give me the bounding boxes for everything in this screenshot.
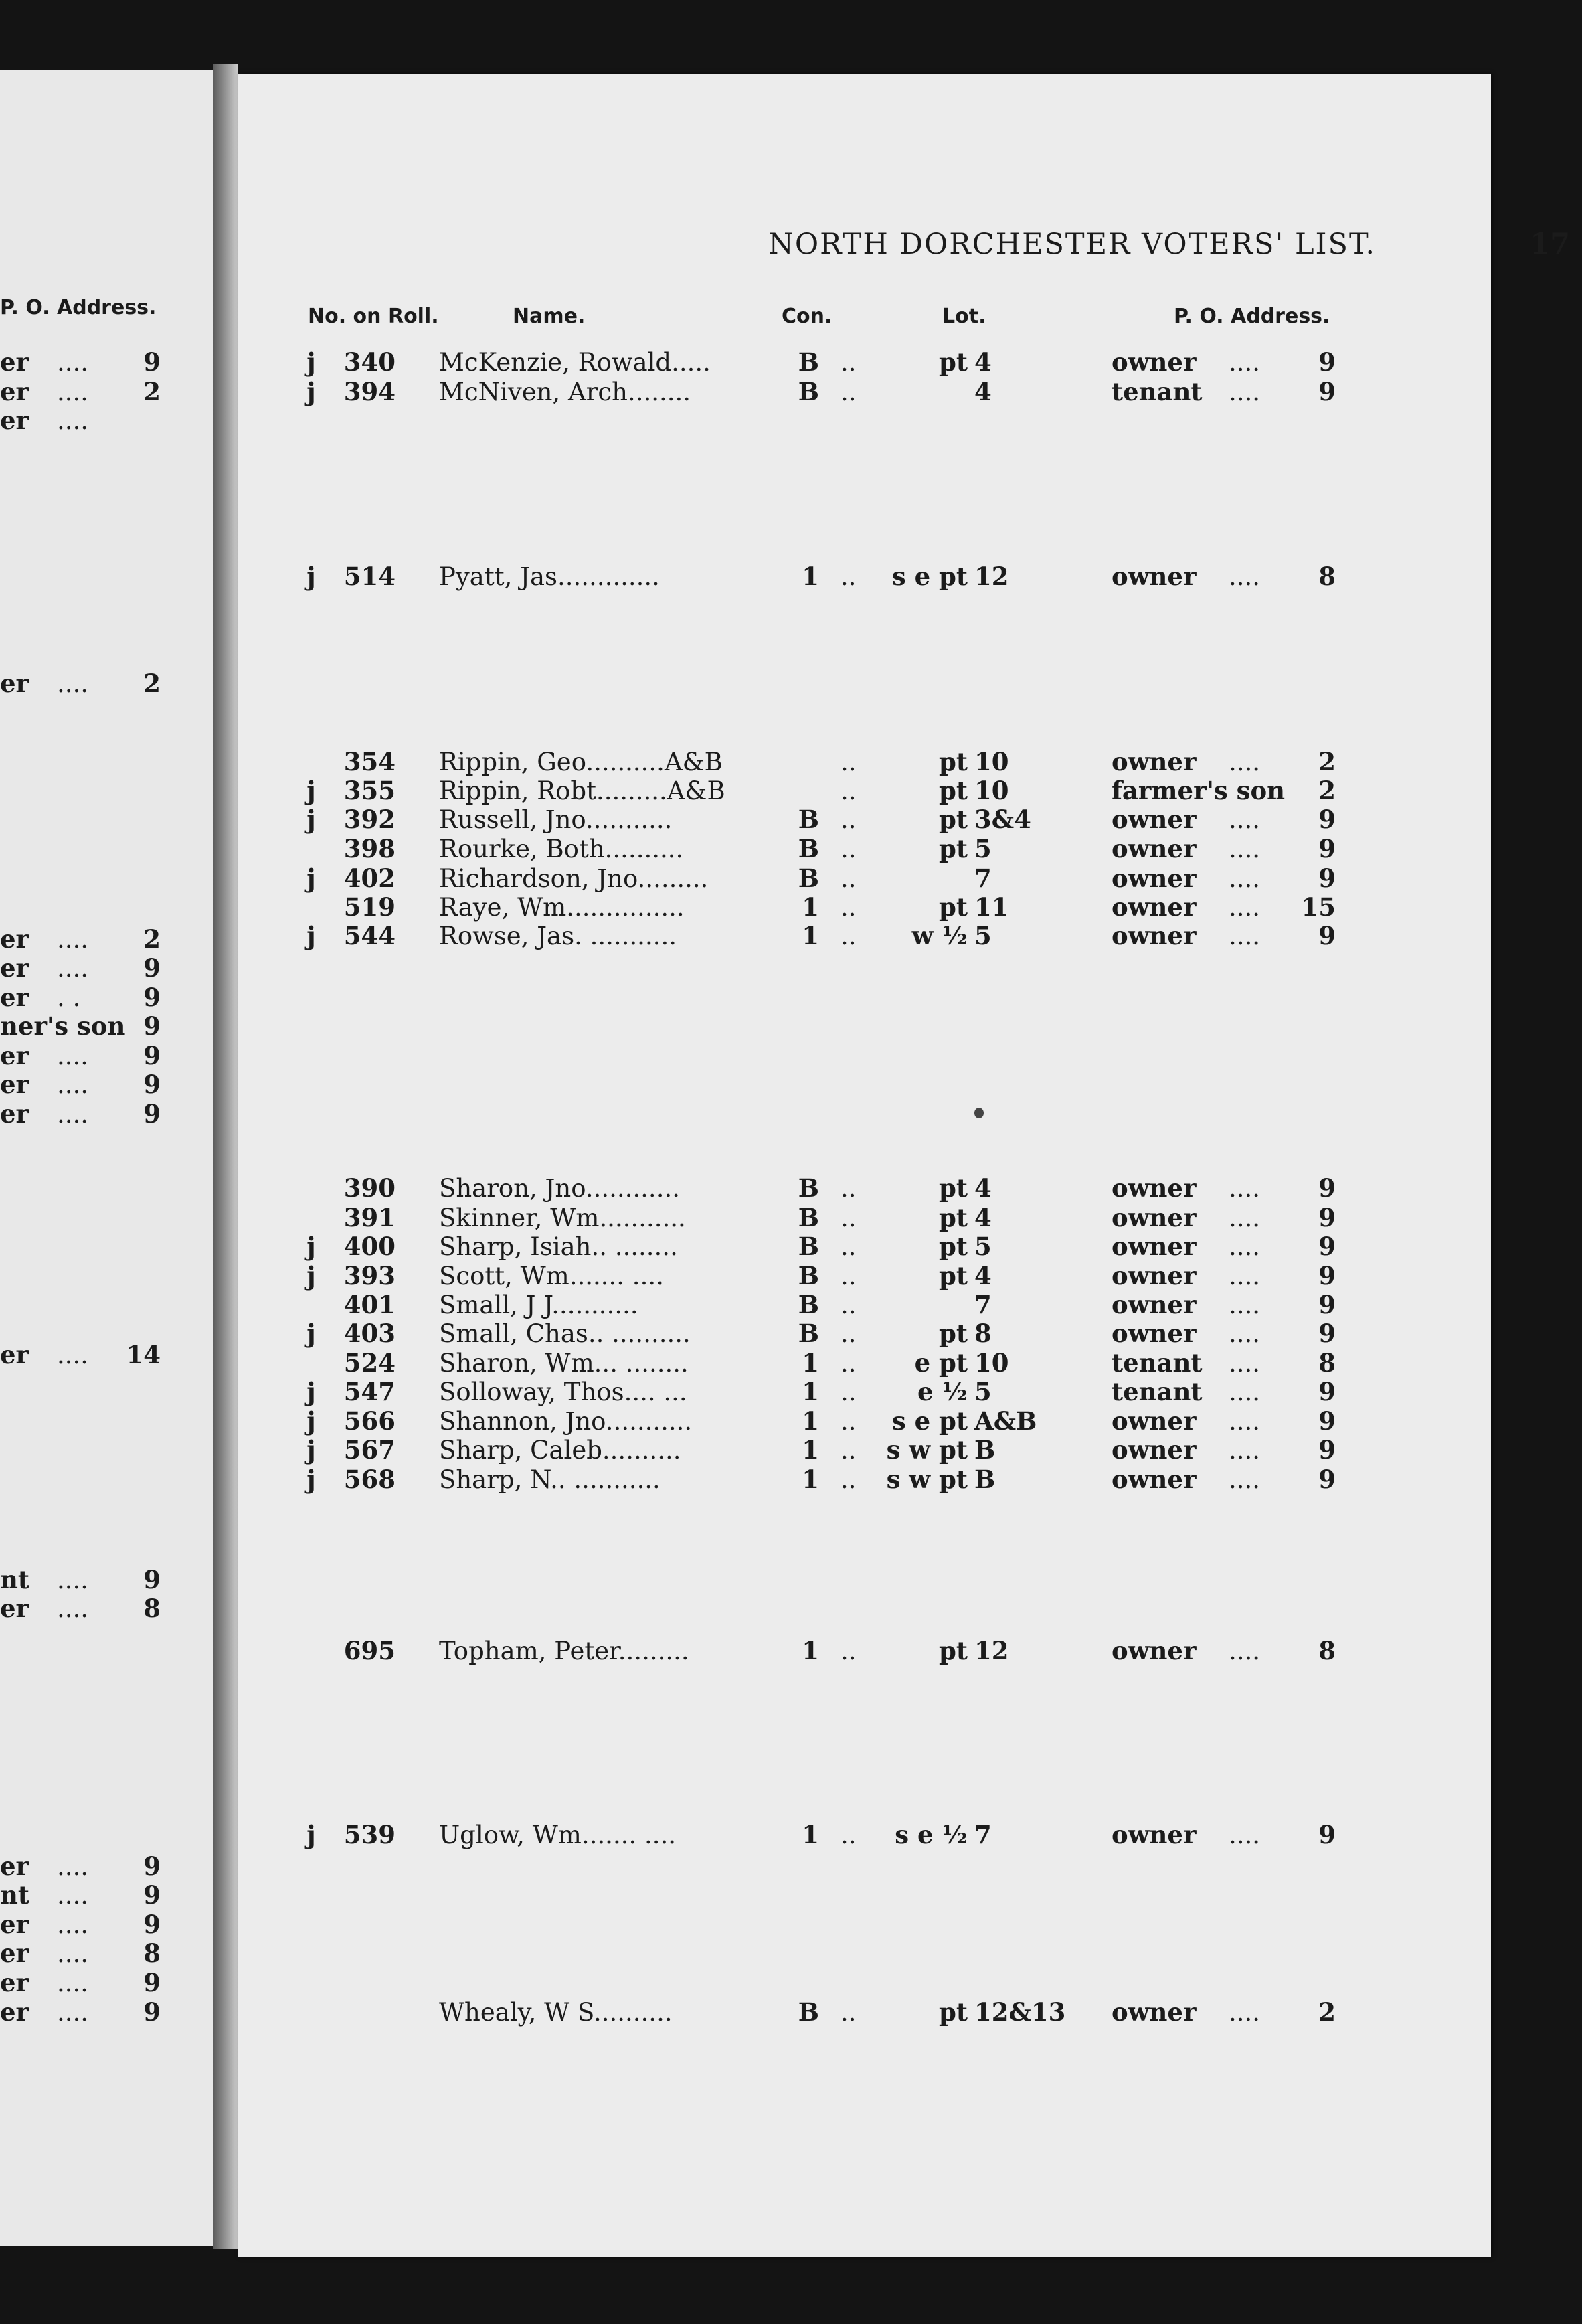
lot-number: 7 [974,1290,992,1319]
leader-dots: .... [1229,1319,1261,1348]
po-address: 2 [1318,747,1336,776]
voter-name: Russell, Jno........... [439,805,673,834]
po-address: 9 [143,1851,161,1881]
juror-mark: j [306,1406,316,1436]
concession: 1 [802,1377,819,1406]
occupation-fragment: er [0,1910,29,1939]
lot-part: pt [939,1261,968,1291]
lot-number: B [974,1465,996,1494]
lot-number: 3&4 [974,805,1031,834]
lot-part: pt [939,747,968,776]
lot-number: 7 [974,1820,992,1849]
leader-dots: .. [841,893,857,922]
roll-number: 401 [343,1290,396,1319]
lot-part: pt [939,1997,968,2027]
leader-dots: .... [1229,378,1261,406]
concession: 1 [802,1465,819,1494]
occupation: owner [1112,347,1197,377]
po-address: 9 [143,983,161,1012]
po-address: 9 [1318,1319,1336,1348]
voter-name: Topham, Peter......... [439,1637,689,1665]
po-address: 9 [143,1011,161,1041]
lot-part: pt [939,834,968,863]
voter-name: Rippin, Geo..........A&B [439,748,723,776]
leader-dots: .. [841,1174,857,1203]
ink-speck [974,1108,984,1118]
leader-dots: .... [57,669,89,698]
po-address: 9 [1318,921,1336,950]
occupation-fragment: ner's son [0,1011,126,1041]
leader-dots: .... [1229,1291,1261,1319]
leader-dots: .... [57,925,89,954]
leader-dots: .. [841,1319,857,1348]
occupation-fragment: er [0,406,29,435]
leader-dots: .... [1229,893,1261,922]
po-address: 9 [143,347,161,377]
page-title: NORTH DORCHESTER VOTERS' LIST. [768,228,1376,261]
voter-name: Small, J J........... [439,1291,638,1319]
leader-dots: .... [57,348,89,377]
voter-name: Pyatt, Jas............. [439,562,660,591]
occupation: owner [1112,1406,1197,1436]
leader-dots: .. [841,922,857,950]
lot-number: 5 [974,1377,992,1406]
occupation-fragment: er [0,983,29,1012]
po-address: 2 [143,924,161,954]
occupation-fragment: er [0,924,29,954]
leader-dots: .. [841,1998,857,2027]
occupation: owner [1112,1435,1197,1465]
lot-part: pt [939,776,968,805]
concession: B [798,347,819,377]
po-address: 9 [1318,1406,1336,1436]
po-address: 9 [143,1997,161,2027]
leader-dots: .... [1229,835,1261,863]
occupation: owner [1112,1173,1197,1203]
voter-name: Sharon, Jno............ [439,1174,680,1203]
leader-dots: .... [57,1566,89,1594]
occupation-fragment: er [0,669,29,698]
leader-dots: .. [841,1291,857,1319]
roll-number: 355 [343,776,396,805]
roll-number: 354 [343,747,396,776]
lot-number: 10 [974,1348,1009,1378]
leader-dots: .... [1229,922,1261,950]
lot-part: e pt [914,1348,968,1378]
po-address: 8 [143,1594,161,1623]
facing-page-fragment [0,70,213,2246]
leader-dots: .. [841,1262,857,1291]
concession: B [798,1261,819,1291]
occupation: owner [1112,892,1197,922]
roll-number: 398 [343,834,396,863]
occupation-fragment: er [0,1070,29,1099]
leader-dots: .... [1229,1262,1261,1291]
lot-part: pt [939,892,968,922]
po-address: 9 [1318,805,1336,834]
po-address: 14 [126,1340,161,1370]
concession: B [798,1232,819,1261]
lot-number: 5 [974,921,992,950]
leader-dots: .... [57,1852,89,1881]
lot-number: 7 [974,863,992,893]
juror-mark: j [306,347,316,377]
voter-name: Sharp, N.. ........... [439,1465,661,1494]
leader-dots: .... [57,954,89,983]
occupation: owner [1112,1465,1197,1494]
leader-dots: .... [57,1998,89,2027]
po-address: 9 [143,1070,161,1099]
occupation: tenant [1112,1348,1203,1378]
po-address: 2 [143,669,161,698]
lot-number: 11 [974,892,1009,922]
leader-dots: .... [57,1100,89,1129]
roll-number: 567 [343,1435,396,1465]
roll-number: 391 [343,1203,396,1232]
roll-number: 519 [343,892,396,922]
leader-dots: .... [1229,748,1261,776]
leader-dots: .... [57,406,89,435]
concession: 1 [802,1435,819,1465]
occupation: tenant [1112,1377,1203,1406]
concession: B [798,1203,819,1232]
lot-number: 5 [974,834,992,863]
occupation: owner [1112,1203,1197,1232]
voter-name: Solloway, Thos.... ... [439,1378,687,1406]
juror-mark: j [306,805,316,834]
occupation: tenant [1112,377,1203,406]
voter-name: Uglow, Wm....... .... [439,1821,677,1849]
juror-mark: j [306,1377,316,1406]
concession: 1 [802,1820,819,1849]
leader-dots: .. [841,1204,857,1232]
lot-number: 12 [974,1636,1009,1665]
occupation: owner [1112,747,1197,776]
leader-dots: .. [841,1407,857,1436]
roll-number: 390 [343,1173,396,1203]
po-address: 9 [143,1910,161,1939]
leader-dots: .. [841,1349,857,1378]
occupation-fragment: nt [0,1880,29,1910]
leader-dots: .... [57,1341,89,1370]
lot-number: 4 [974,1261,992,1291]
po-address: 9 [1318,1173,1336,1203]
concession: B [798,1173,819,1203]
leader-dots: .... [57,1939,89,1968]
leader-dots: .... [1229,348,1261,377]
roll-number: 539 [343,1820,396,1849]
voter-name: Sharp, Caleb.......... [439,1436,681,1465]
po-address: 9 [143,1565,161,1594]
leader-dots: .... [1229,1204,1261,1232]
roll-number: 544 [343,921,396,950]
leader-dots: .... [1229,1637,1261,1665]
juror-mark: j [306,377,316,406]
voter-name: McKenzie, Rowald..... [439,348,711,377]
voter-name: Raye, Wm............... [439,893,685,922]
po-address: 2 [1318,776,1336,805]
concession: 1 [802,1406,819,1436]
juror-mark: j [306,1820,316,1849]
occupation: owner [1112,1636,1197,1665]
facing-page-column-header: P. O. Address. [0,296,157,319]
voter-name: Sharp, Isiah.. ........ [439,1232,678,1261]
roll-number: 695 [343,1636,396,1665]
roll-number: 524 [343,1348,396,1378]
lot-number: A&B [974,1406,1037,1436]
roll-number: 547 [343,1377,396,1406]
juror-mark: j [306,562,316,591]
occupation: owner [1112,562,1197,591]
occupation-fragment: er [0,1594,29,1623]
po-address: 8 [1318,562,1336,591]
roll-number: 394 [343,377,396,406]
column-header-no-on-roll: No. on Roll. [308,305,439,328]
leader-dots: .... [1229,1174,1261,1203]
concession: 1 [802,921,819,950]
leader-dots: .... [1229,1821,1261,1849]
voter-name: Scott, Wm....... .... [439,1262,664,1291]
lot-part: s w pt [886,1465,968,1494]
lot-part: pt [939,1319,968,1348]
occupation: farmer's son [1112,776,1286,805]
po-address: 9 [1318,1820,1336,1849]
leader-dots: .. [841,348,857,377]
lot-part: pt [939,1173,968,1203]
lot-part: pt [939,1203,968,1232]
po-address: 9 [1318,347,1336,377]
occupation-fragment: er [0,347,29,377]
lot-number: 12&13 [974,1997,1066,2027]
po-address: 9 [1318,377,1336,406]
lot-part: pt [939,1636,968,1665]
lot-part: s e pt [891,562,968,591]
occupation: owner [1112,805,1197,834]
occupation-fragment: er [0,1851,29,1881]
roll-number: 340 [343,347,396,377]
leader-dots: .... [1229,1378,1261,1406]
juror-mark: j [306,1261,316,1291]
column-header-con: Con. [782,305,832,328]
juror-mark: j [306,863,316,893]
lot-number: 8 [974,1319,992,1348]
occupation: owner [1112,834,1197,863]
occupation: owner [1112,1997,1197,2027]
leader-dots: .. [841,378,857,406]
occupation: owner [1112,1290,1197,1319]
leader-dots: .. [841,805,857,834]
lot-part: s e pt [891,1406,968,1436]
lot-part: e ½ [917,1377,968,1406]
voter-name: Richardson, Jno......... [439,864,709,893]
concession: 1 [802,562,819,591]
lot-number: 12 [974,562,1009,591]
leader-dots: .. [841,1232,857,1261]
po-address: 9 [143,1880,161,1910]
po-address: 9 [143,1968,161,1997]
roll-number: 514 [343,562,396,591]
voter-name: Rippin, Robt.........A&B [439,776,725,805]
leader-dots: .. [841,1821,857,1849]
juror-mark: j [306,1232,316,1261]
concession: B [798,805,819,834]
occupation: owner [1112,921,1197,950]
leader-dots: .... [1229,864,1261,893]
occupation-fragment: er [0,1340,29,1370]
lot-part: pt [939,347,968,377]
leader-dots: .. [841,1378,857,1406]
lot-part: pt [939,805,968,834]
roll-number: 568 [343,1465,396,1494]
occupation-fragment: er [0,1997,29,2027]
voter-name: Skinner, Wm........... [439,1204,686,1232]
juror-mark: j [306,1319,316,1348]
lot-number: 4 [974,1203,992,1232]
occupation-fragment: er [0,377,29,406]
roll-number: 392 [343,805,396,834]
lot-number: 4 [974,347,992,377]
po-address: 9 [1318,1435,1336,1465]
leader-dots: .... [1229,1232,1261,1261]
column-header-lot: Lot. [942,305,986,328]
column-header-name: Name. [513,305,586,328]
leader-dots: .... [57,1881,89,1910]
page-gutter [213,64,238,2249]
po-address: 2 [1318,1997,1336,2027]
po-address: 9 [1318,1290,1336,1319]
leader-dots: .... [57,1594,89,1623]
leader-dots: .... [1229,805,1261,834]
lot-part: w ½ [911,921,968,950]
leader-dots: .. [841,776,857,805]
lot-number: 4 [974,1173,992,1203]
leader-dots: .... [1229,1407,1261,1436]
occupation: owner [1112,1261,1197,1291]
leader-dots: .... [57,1070,89,1099]
concession: B [798,1319,819,1348]
voter-name: Whealy, W S.......... [439,1998,673,2027]
voter-name: Rowse, Jas. ........... [439,922,677,950]
roll-number: 400 [343,1232,396,1261]
po-address: 15 [1301,892,1336,922]
juror-mark: j [306,921,316,950]
occupation: owner [1112,863,1197,893]
po-address: 9 [143,1099,161,1129]
leader-dots: .. [841,1465,857,1494]
occupation: owner [1112,1319,1197,1348]
juror-mark: j [306,776,316,805]
po-address: 2 [143,377,161,406]
po-address: 9 [143,953,161,983]
juror-mark: j [306,1465,316,1494]
leader-dots: .. [841,864,857,893]
voter-name: Small, Chas.. .......... [439,1319,691,1348]
occupation: owner [1112,1820,1197,1849]
leader-dots: .... [1229,562,1261,591]
leader-dots: .... [1229,1349,1261,1378]
occupation: owner [1112,1232,1197,1261]
po-address: 8 [1318,1348,1336,1378]
occupation-fragment: er [0,1938,29,1968]
lot-part: pt [939,1232,968,1261]
concession: 1 [802,1348,819,1378]
page-number: 17 [1530,228,1570,261]
leader-dots: .... [1229,1465,1261,1494]
concession: B [798,863,819,893]
occupation-fragment: nt [0,1565,29,1594]
concession: B [798,377,819,406]
lot-number: 10 [974,747,1009,776]
concession: B [798,834,819,863]
roll-number: 402 [343,863,396,893]
po-address: 9 [1318,1465,1336,1494]
lot-part: s w pt [886,1435,968,1465]
leader-dots: .... [57,378,89,406]
juror-mark: j [306,1435,316,1465]
po-address: 9 [1318,1377,1336,1406]
leader-dots: .... [57,1969,89,1997]
leader-dots: .... [57,1910,89,1939]
leader-dots: .. [841,562,857,591]
leader-dots: . . [57,983,81,1012]
lot-number: 5 [974,1232,992,1261]
column-header-po-address: P. O. Address. [1174,305,1330,328]
concession: B [798,1997,819,2027]
leader-dots: .. [841,1436,857,1465]
voters-list-page [238,74,1570,2257]
leader-dots: .... [57,1042,89,1070]
po-address: 9 [1318,834,1336,863]
lot-number: B [974,1435,996,1465]
po-address: 9 [1318,863,1336,893]
leader-dots: .. [841,1637,857,1665]
leader-dots: .... [1229,1436,1261,1465]
concession: 1 [802,1636,819,1665]
occupation-fragment: er [0,1099,29,1129]
voter-name: McNiven, Arch........ [439,378,691,406]
lot-number: 4 [974,377,992,406]
concession: B [798,1290,819,1319]
po-address: 9 [1318,1203,1336,1232]
leader-dots: .... [1229,1998,1261,2027]
roll-number: 403 [343,1319,396,1348]
concession: 1 [802,892,819,922]
lot-number: 10 [974,776,1009,805]
voter-name: Sharon, Wm... ........ [439,1349,689,1378]
po-address: 8 [143,1938,161,1968]
occupation-fragment: er [0,953,29,983]
lot-part: s e ½ [895,1820,968,1849]
po-address: 9 [143,1041,161,1070]
roll-number: 566 [343,1406,396,1436]
voter-name: Rourke, Both.......... [439,835,684,863]
voter-name: Shannon, Jno........... [439,1407,693,1436]
po-address: 8 [1318,1636,1336,1665]
leader-dots: .. [841,748,857,776]
leader-dots: .. [841,835,857,863]
occupation-fragment: er [0,1968,29,1997]
po-address: 9 [1318,1232,1336,1261]
roll-number: 393 [343,1261,396,1291]
po-address: 9 [1318,1261,1336,1291]
occupation-fragment: er [0,1041,29,1070]
